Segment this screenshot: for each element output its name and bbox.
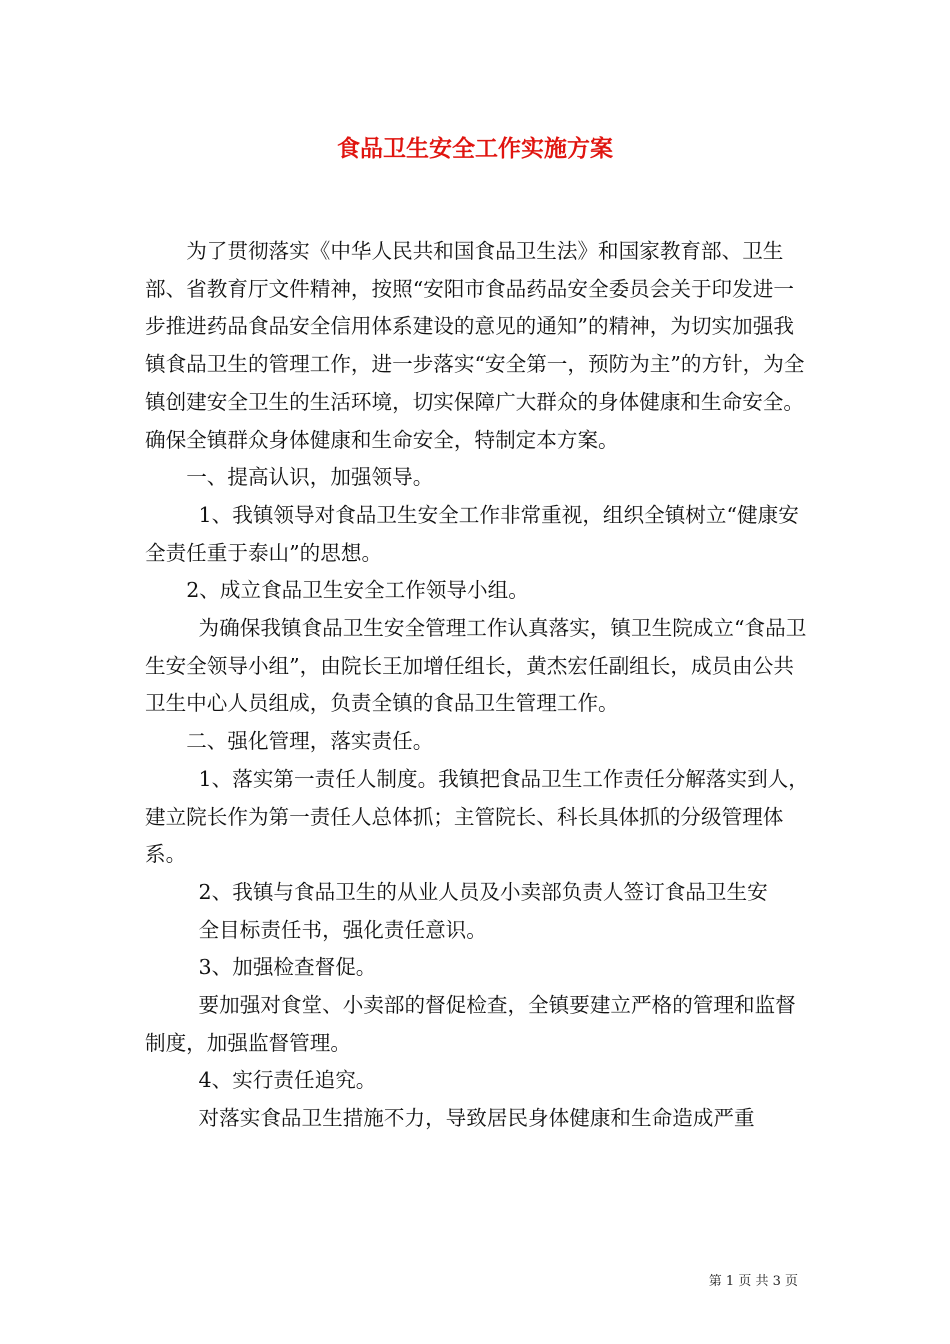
page-indicator: 第 1 页 共 3 页 (708, 1274, 798, 1289)
leadership-group-paragraph: 为确保我镇食品卫生安全管理工作认真落实，镇卫生院成立“食品卫生安全领导小组”，由院长王加增任组长，黄杰宏任副组长，成员由公共卫生中心人员组成，负责全镇的食品卫生管理工作。 (145, 616, 807, 716)
list-item-2-1: 1、落实第一责任人制度。我镇把食品卫生工作责任分解落实到人，建立院长作为第一责任人总体抓；主管院长、科长具体抓的分级管理体系。 (145, 766, 809, 867)
intro-paragraph: 为了贯彻落实《中华人民共和国食品卫生法》和国家教育部、卫生部、省教育厅文件精神，按照“安阳市食品药品安全委员会关于印发进一步推进药品食品安全信用体系建设的意见的通知”的精神，为切实加强我镇食品卫生的管理工作，进一步落实“安全第一，预防为主”的方针，为全镇创建安全卫生的生活环境，切实保障广大群众的身体健康和生命安全。确保全镇群众身体健康和生命安全，特制定本方案。 (145, 239, 805, 452)
list-item-2-3: 3、加强检查督促。 (198, 955, 377, 980)
list-item-2-4: 4、实行责任追究。 (198, 1068, 377, 1093)
section-heading-1: 一、提高认识，加强领导。 (186, 465, 434, 490)
list-item-2-2: 2、我镇与食品卫生的从业人员及小卖部负责人签订食品卫生安 (198, 879, 768, 904)
list-item-1-2: 2、成立食品卫生安全工作领导小组。 (186, 578, 529, 603)
list-item-1-1: 1、我镇领导对食品卫生安全工作非常重视，组织全镇树立“健康安全责任重于泰山”的思想。 (145, 502, 799, 565)
section-heading-2: 二、强化管理，落实责任。 (186, 729, 434, 754)
accountability-paragraph: 对落实食品卫生措施不力，导致居民身体健康和生命造成严重 (198, 1106, 755, 1131)
list-item-2-2-continued: 全目标责任书，强化责任意识。 (198, 917, 487, 942)
inspection-paragraph: 要加强对食堂、小卖部的督促检查，全镇要建立严格的管理和监督制度，加强监督管理。 (145, 993, 796, 1055)
document-body (145, 233, 810, 1138)
document-title: 食品卫生安全工作实施方案 (337, 135, 613, 162)
